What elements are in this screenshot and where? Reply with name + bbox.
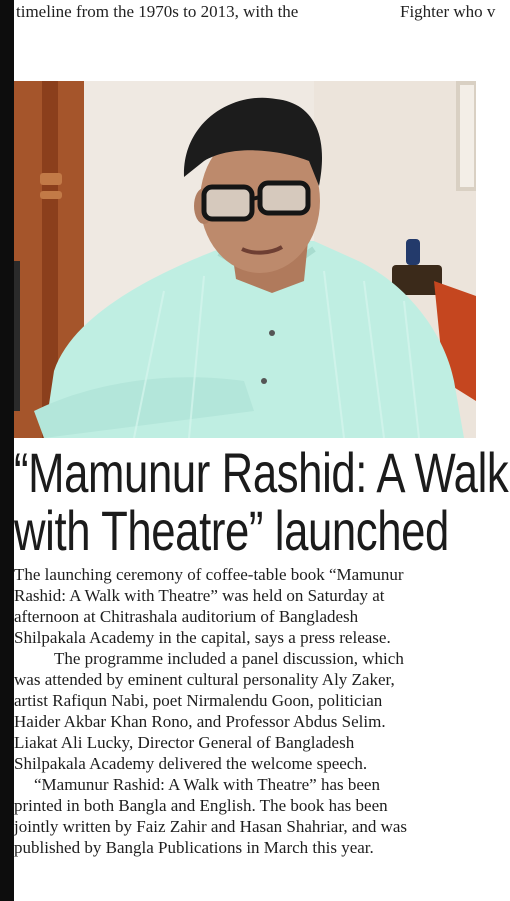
article-paragraph — [14, 564, 506, 648]
page-edge — [0, 0, 14, 901]
article-body — [14, 564, 506, 858]
headline-line: with Theatre” launched — [14, 499, 449, 562]
text-line: was attended by eminent cultural personality Aly Zaker, — [14, 670, 395, 689]
text-line: printed in both Bangla and English. The book has been — [14, 796, 388, 815]
text-line: Shilpakala Academy in the capital, says a press release. — [14, 628, 391, 647]
text-line: The launching ceremony of coffee-table book “Mamunur — [14, 565, 404, 584]
text-line: The programme included a panel discussion, which — [54, 649, 404, 668]
previous-column-text: timeline from the 1970s to 2013, with the — [16, 2, 299, 21]
text-line: Liakat Ali Lucky, Director General of Bangladesh — [14, 733, 355, 752]
text-line: Shilpakala Academy delivered the welcome speech. — [14, 754, 368, 773]
text-line: artist Rafiqun Nabi, poet Nirmalendu Goon, politician — [14, 691, 383, 710]
article-headline — [14, 441, 509, 562]
text-line: Rashid: A Walk with Theatre” was held on Saturday at — [14, 586, 385, 605]
article-paragraph — [14, 774, 506, 858]
text-line: Haider Akbar Khan Rono, and Professor Abdus Selim. — [14, 712, 386, 731]
headline-line: “Mamunur Rashid: A Walk — [14, 441, 509, 504]
text-line: “Mamunur Rashid: A Walk with Theatre” has been — [34, 775, 380, 794]
text-line: jointly written by Faiz Zahir and Hasan Shahriar, and was — [14, 817, 408, 836]
article-paragraph — [14, 648, 506, 774]
portrait-photo — [14, 81, 476, 438]
text-line: afternoon at Chitrashala auditorium of Bangladesh — [14, 607, 359, 626]
text-line: published by Bangla Publications in March this year. — [14, 838, 374, 857]
next-column-text: Fighter who v — [400, 2, 496, 21]
portrait-illustration — [14, 81, 476, 438]
